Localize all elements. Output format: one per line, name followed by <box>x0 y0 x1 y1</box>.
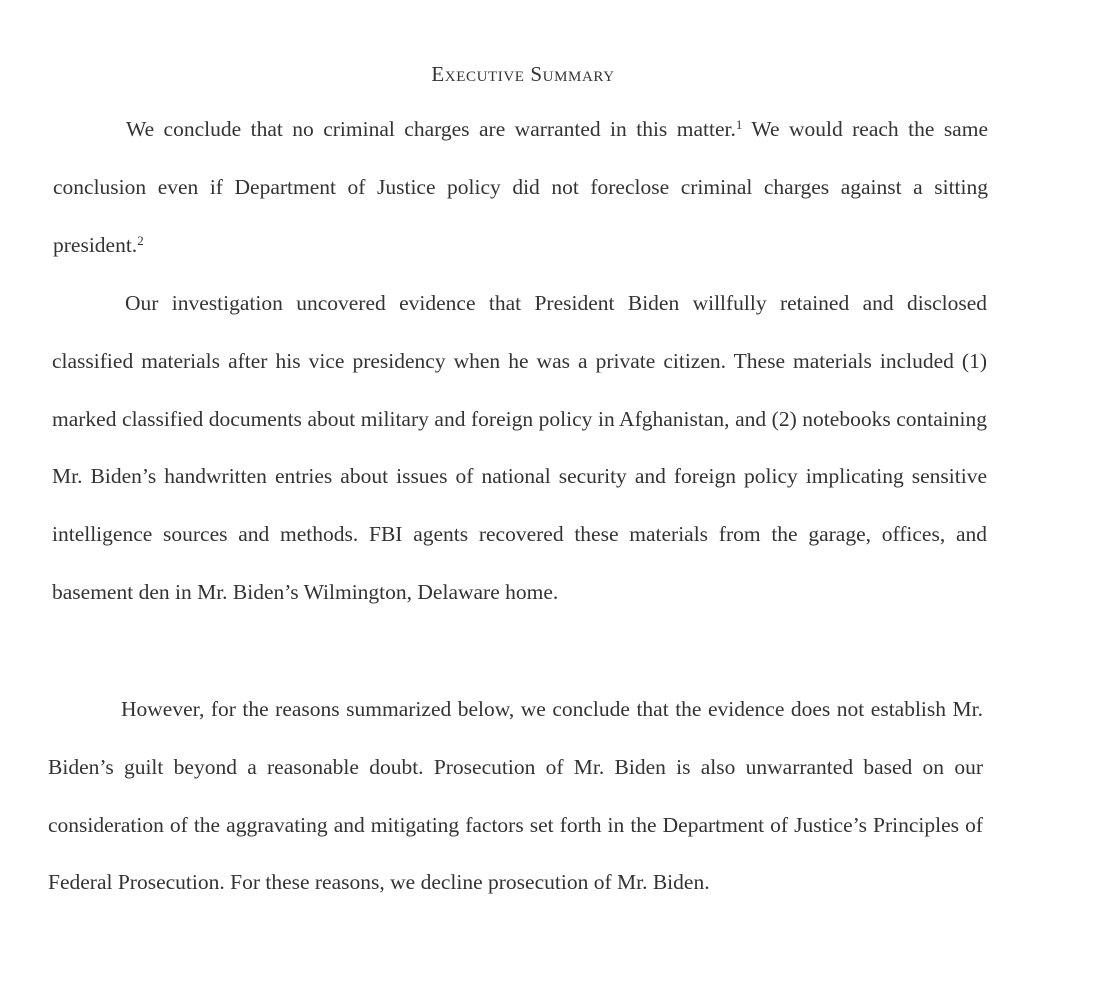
paragraph-3: However, for the reasons summarized below, we conclude that the evidence does not establish Mr. Biden’s guilt beyond a reasonable doubt. Prosecution of Mr. Biden is also unwarranted based on our consideration of the aggravating and mitigating factors set forth in the Department of Justice’s Principles of Federal Prosecution. For these reasons, we decline prosecution of Mr. Biden. <box>48 697 983 895</box>
paragraph-1 <box>53 101 988 274</box>
footnote-ref-1[interactable]: 1 <box>735 117 743 132</box>
paragraph-1-text-a: We conclude that no criminal charges are warranted in this matter. <box>126 117 736 141</box>
paragraph-1-text-b: We would reach the same conclusion even if Department of Justice policy did not foreclose criminal charges against a sitting president. <box>53 117 988 257</box>
section-heading: Executive Summary <box>431 62 615 86</box>
paragraph-2: Our investigation uncovered evidence that President Biden willfully retained and disclosed classified materials after his vice presidency when he was a private citizen. These materials included (1) marked classified documents about military and foreign policy in Afghanistan, and (2) notebooks containing Mr. Biden’s handwritten entries about issues of national security and foreign policy implicating sensitive intelligence sources and methods. FBI agents recovered these materials from the garage, offices, and basement den in Mr. Biden’s Wilmington, Delaware home. <box>52 291 987 604</box>
footnote-ref-2[interactable]: 2 <box>137 232 144 248</box>
